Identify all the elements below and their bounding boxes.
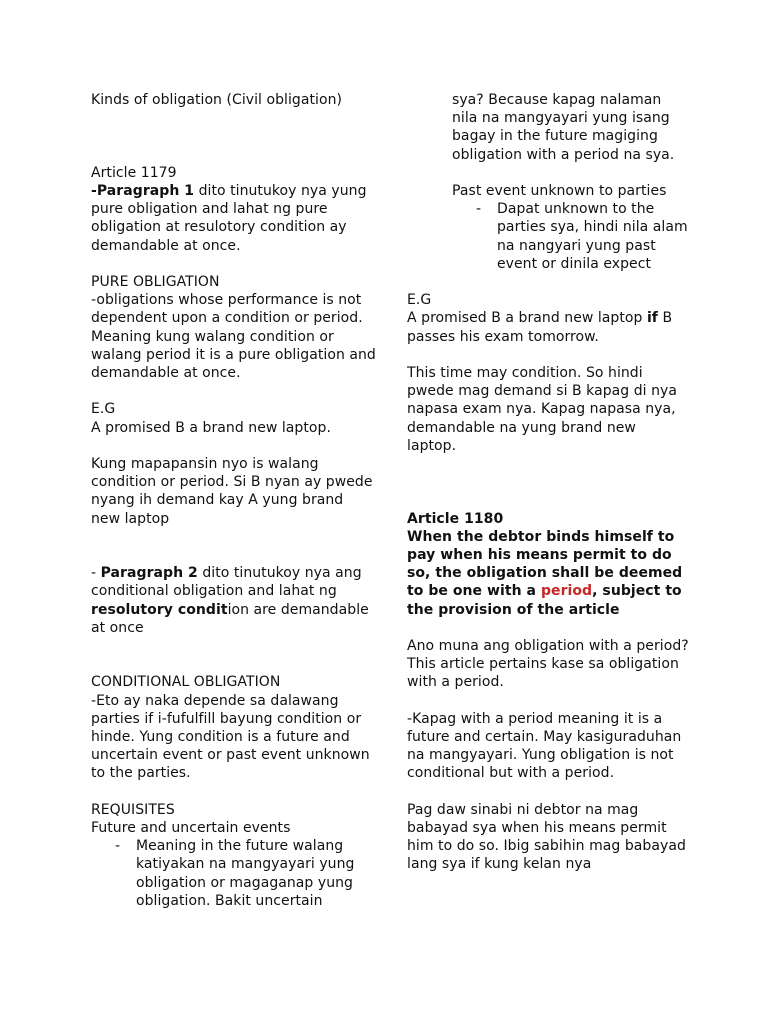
pure-obligation-explanation: Kung mapapansin nyo is walang condition or period. Si B nyan ay pwede nyang ih demand kay A yung brand new laptop: [91, 456, 373, 527]
condition-explanation: This time may condition. So hindi pwede mag demand si B kapag di nya napasa exam nya. Kapag napasa nya, demandable na yung brand new laptop.: [407, 365, 677, 454]
debtor-explanation-text: Pag daw sinabi ni debtor na mag babayad sya when his means permit him to do so. Ibig sabihin mag babayad lang sya if kung kelan nya: [407, 801, 686, 873]
past-event-heading: Past event unknown to parties: [452, 183, 667, 199]
article-1179-heading: Article 1179: [91, 164, 177, 181]
period-question-text: Ano muna ang obligation with a period? This article pertains kase sa obligation with a period.: [407, 638, 689, 691]
example-1-label: E.G: [91, 401, 116, 418]
conditional-obligation-heading: CONDITIONAL OBLIGATION: [91, 674, 281, 691]
document-title: Kinds of obligation (Civil obligation): [91, 92, 343, 108]
list-item-text: Dapat unknown to the parties sya, hindi nila alam na nangyari yung past event or dinila expect: [497, 201, 688, 272]
continued-text: sya? Because kapag nalaman nila na mangyayari yung isang bagay in the future magiging obligation with a period na sya.: [452, 92, 675, 163]
list-item: [476, 200, 689, 273]
paragraph-1-text: dito tinutukoy nya yung pure obligation and lahat ng pure obligation at resulotory condition ay demandable at once.: [91, 183, 367, 254]
list-item-text: Meaning in the future walang katiyakan na mangyayari yung obligation or magaganap yung obligation. Bakit uncertain: [136, 838, 355, 909]
list-item: [115, 837, 376, 910]
paragraph-1: [91, 182, 376, 255]
conditional-obligation-text: -Eto ay naka depende sa dalawang parties if i-fufulfill bayung condition or hinde. Yung condition is a future and uncertain event or past event unknown to the parties.: [91, 692, 370, 782]
article-1180-text: When the debtor binds himself to pay when his means permit to do so, the obligation shall be deemed to be one with a period, subject to the provision of the article: [407, 528, 683, 618]
pure-obligation-text: -obligations whose performance is not dependent upon a condition or period. Meaning kung walang condition or walang period it is a pure obligation and demandable at once.: [91, 292, 376, 382]
period-meaning-text: -Kapag with a period meaning it is a future and certain. May kasiguraduhan na mangyayari. Yung obligation is not conditional but with a period.: [407, 710, 682, 782]
left-column: [91, 91, 376, 910]
example-2-text: A promised B a brand new laptop if B passes his exam tomorrow.: [407, 310, 673, 345]
list-dash: -: [115, 838, 121, 855]
requisites-heading: REQUISITES: [91, 801, 175, 818]
example-1-text: A promised B a brand new laptop.: [91, 419, 331, 436]
paragraph-2-label: Paragraph 2: [100, 565, 198, 582]
requisites-subheading: Future and uncertain events: [91, 820, 291, 837]
paragraph-2: - Paragraph 2 dito tinutukoy nya ang conditional obligation and lahat ng resolutory condition are demandable at once: [91, 565, 369, 636]
example-2-label: E.G: [407, 292, 432, 309]
period-highlight: period: [540, 583, 593, 600]
if-bold: if: [646, 310, 658, 327]
resolutory-condition-bold: resolutory condit: [91, 601, 228, 618]
paragraph-1-label: -Paragraph 1: [91, 183, 195, 199]
article-1180-heading: Article 1180: [407, 510, 504, 527]
pure-obligation-heading: PURE OBLIGATION: [91, 274, 220, 290]
list-dash: -: [476, 201, 482, 218]
right-column: [407, 91, 689, 874]
